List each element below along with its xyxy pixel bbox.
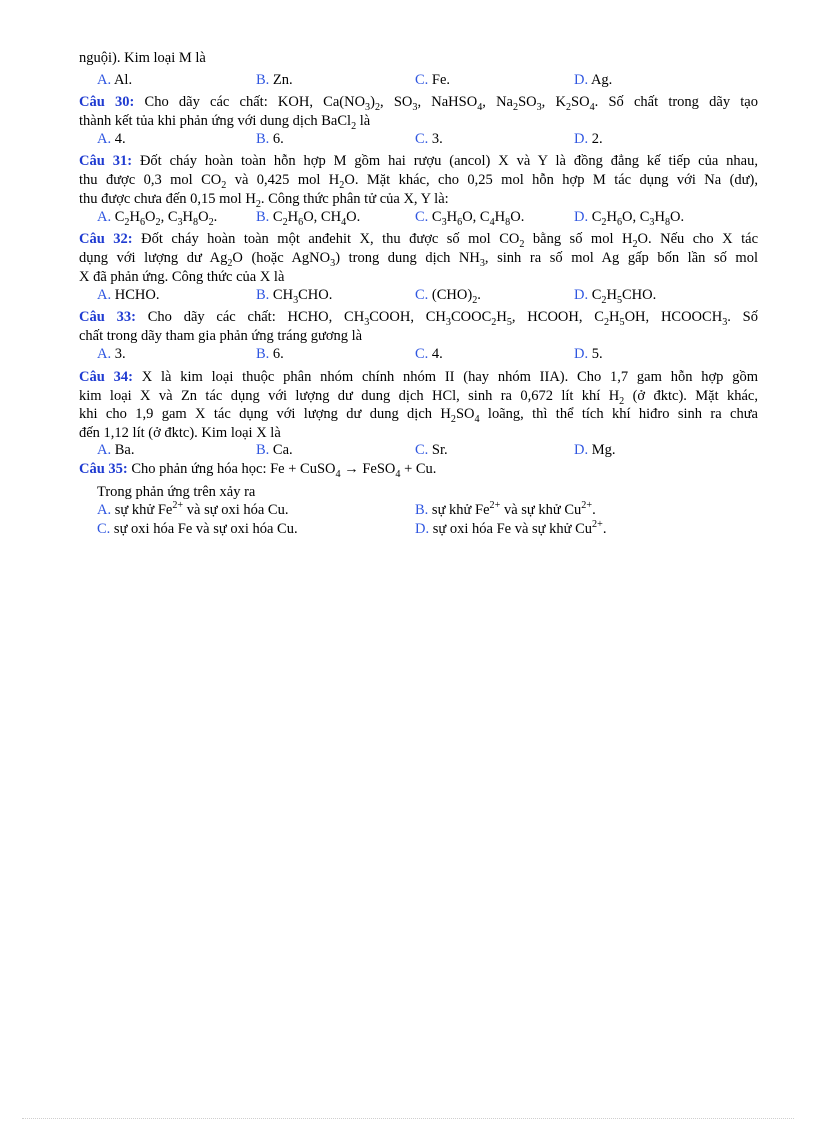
question-33-line-1: Câu 33: Cho dãy các chất: HCHO, $CH_3COOH$, $CH_3COOC_2H_5$, HCOOH, $C_2H_5OH$, $HCOOCH_3$. Số (79, 309, 758, 328)
question-34-line-4: đến 1,12 lít (ở đktc). Kim loại X là (79, 425, 281, 441)
q30-option-d: D. 2. (574, 131, 603, 147)
question-31-line-3: thu được chưa đến 0,15 mol $H_2$. Công thức phân tử của X, Y là: (79, 191, 449, 210)
question-31-line-1: Câu 31: Đốt cháy hoàn toàn hỗn hợp M gồm hai rượu (ancol) X và Y là đồng đẳng kế tiếp của nhau, (79, 153, 758, 169)
q33-option-d: D. 5. (574, 346, 603, 362)
question-33-label: Câu 33: (79, 309, 136, 325)
question-35-line-1: Câu 35: Cho phản ứng hóa học: Fe + CuSO$_4$ → FeSO$_4$ + Cu. (79, 461, 437, 480)
question-34-line-2: kim loại X và Zn tác dụng với lượng dư dung dịch HCl, sinh ra 0,672 lít khí $H_2$ (ở đktc). Mặt khác, (79, 388, 758, 407)
question-31-line-2: thu được 0,3 mol $CO_2$ và 0,425 mol $H_2O$. Mặt khác, cho 0,25 mol hỗn hợp M tác dụng với Na (dư), (79, 172, 758, 191)
question-34-line-1: Câu 34: X là kim loại thuộc phân nhóm chính nhóm II (hay nhóm IIA). Cho 1,7 gam hỗn hợp gồm (79, 369, 758, 385)
q32-option-b: B. $CH_3CHO$. (256, 287, 333, 306)
question-32-line-2: dụng với lượng dư $Ag_2O$ (hoặc AgNO$_3$) trong dung dịch $NH_3$, sinh ra số mol Ag gấp bốn lần số mol (79, 250, 758, 269)
question-30-line-1: Câu 30: Cho dãy các chất: KOH, $Ca(NO_3)_2$, $SO_3$, NaHSO$_4$, $Na_2SO_3$, $K_2SO_4$. Số chất trong dãy tạo (79, 94, 758, 113)
q32-option-d: D. $C_2H_5CHO$. (574, 287, 657, 306)
q33-option-b: B. 6. (256, 346, 284, 362)
option-a: A. Al. (97, 72, 133, 88)
option-b: B. Zn. (256, 72, 293, 88)
q35-option-a: A. sự khử $Fe^{2+}$ và sự oxi hóa Cu. (97, 500, 289, 518)
q31-option-d: D. $C_2H_6O$, $C_3H_8O$. (574, 209, 685, 228)
option-d: D. Ag. (574, 72, 613, 88)
q35-option-d: D. sự oxi hóa Fe và sự khử $Cu^{2+}$. (415, 519, 607, 537)
q34-option-a: A. Ba. (97, 442, 135, 458)
question-31-label: Câu 31: (79, 153, 133, 169)
q30-option-b: B. 6. (256, 131, 284, 147)
q34-option-d: D. Mg. (574, 442, 616, 458)
question-32-line-3: X đã phản ứng. Công thức của X là (79, 269, 285, 285)
question-34-line-3: khi cho 1,9 gam X tác dụng với lượng dư dung dịch $H_2SO_4$ loãng, thì thể tích khí hiđro sinh ra chưa (79, 406, 758, 425)
q30-option-a: A. 4. (97, 131, 126, 147)
q33-option-c: C. 4. (415, 346, 443, 362)
question-32-line-1: Câu 32: Đốt cháy hoàn toàn một anđehit X, thu được số mol $CO_2$ bằng số mol $H_2O$. Nếu cho X tác (79, 231, 759, 250)
q31-option-b: B. $C_2H_6O$, $CH_4O$. (256, 209, 361, 228)
q30-option-c: C. 3. (415, 131, 443, 147)
question-35-label: Câu 35: (79, 461, 128, 477)
q35-option-c: C. sự oxi hóa Fe và sự oxi hóa Cu. (97, 521, 298, 537)
q35-option-b: B. sự khử $Fe^{2+}$ và sự khử $Cu^{2+}$. (415, 500, 596, 518)
question-34-label: Câu 34: (79, 369, 133, 385)
q32-option-c: C. $(CHO)_2$. (415, 287, 481, 306)
q33-option-a: A. 3. (97, 346, 126, 362)
q31-option-c: C. $C_3H_6O$, $C_4H_8O$. (415, 209, 525, 228)
question-32-label: Câu 32: (79, 231, 133, 247)
question-continuation: nguội). Kim loại M là (79, 50, 206, 66)
question-33-line-2: chất trong dãy tham gia phản ứng tráng gương là (79, 328, 363, 344)
q31-option-a: A. $C_2H_6O_2$, $C_3H_8O_2$. (97, 209, 218, 228)
q32-option-a: A. HCHO. (97, 287, 160, 303)
question-30-label: Câu 30: (79, 94, 135, 110)
question-35-stem: Trong phản ứng trên xảy ra (97, 484, 256, 500)
page-bottom-border (22, 1118, 794, 1119)
question-30-line-2: thành kết tủa khi phản ứng với dung dịch BaCl$_2$ là (79, 113, 371, 132)
q34-option-b: B. Ca. (256, 442, 293, 458)
option-c: C. Fe. (415, 72, 451, 88)
q34-option-c: C. Sr. (415, 442, 448, 458)
